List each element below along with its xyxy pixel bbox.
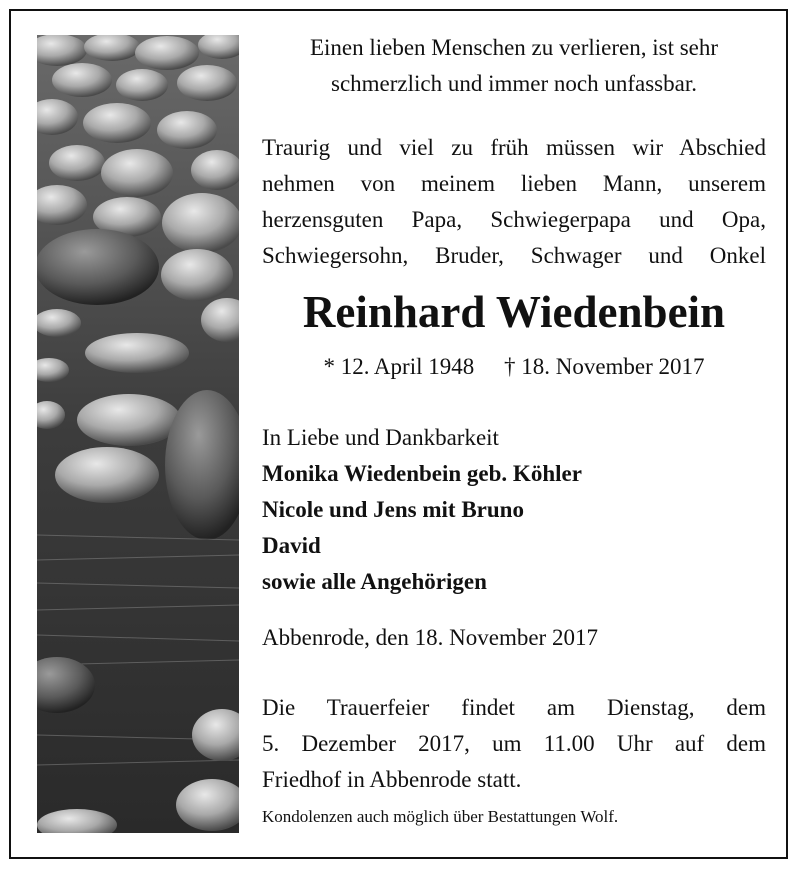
farewell-line: Schwiegersohn, Bruder, Schwager und Onkel [262,243,766,268]
ceremony-line: Die Trauerfeier findet am Dienstag, dem [262,695,766,720]
intro-line: Einen lieben Menschen zu verlieren, ist sehr [309,35,719,60]
mourner-name: sowie alle Angehörigen [262,569,487,594]
mourners-block [262,420,766,600]
intro-text [262,30,766,102]
life-dates [262,350,766,384]
mourner-name: Monika Wiedenbein geb. Köhler [262,461,582,486]
river-stones-photo [37,35,239,833]
intro-line: schmerzlich und immer noch unfassbar. [331,71,697,96]
condolence-note: Kondolenzen auch möglich über Bestattungen Wolf. [262,807,619,826]
ceremony-info [262,690,766,798]
deceased-name: Reinhard Wiedenbein [302,287,726,337]
farewell-line: Traurig und viel zu früh müssen wir Abschied [262,135,766,160]
mourner-name: David [262,533,321,558]
place-date: Abbenrode, den 18. November 2017 [262,625,598,650]
death-date: † 18. November 2017 [503,354,705,379]
ceremony-line: Friedhof in Abbenrode statt. [262,767,522,792]
farewell-line: nehmen von meinem lieben Mann, unserem [262,171,766,196]
mourners-intro: In Liebe und Dankbarkeit [262,425,499,450]
birth-date: * 12. April 1948 [323,354,475,379]
ceremony-line: 5. Dezember 2017, um 11.00 Uhr auf dem [262,731,766,756]
farewell-line: herzensguten Papa, Schwiegerpapa und Opa, [262,207,766,232]
mourner-name: Nicole und Jens mit Bruno [262,497,524,522]
farewell-text [262,130,766,274]
